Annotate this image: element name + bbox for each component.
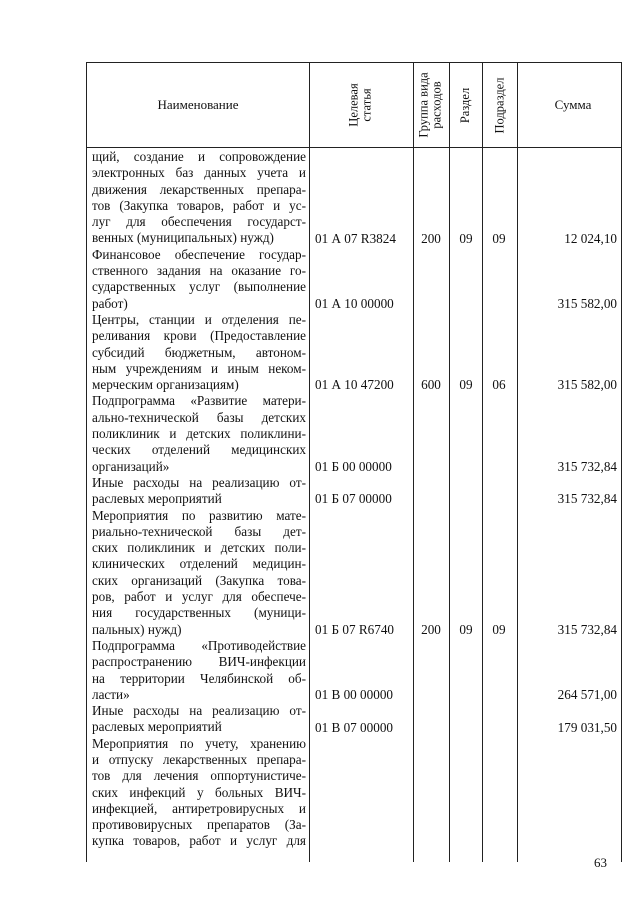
name-text-line: субсидий бюджетным, автоном- bbox=[92, 344, 306, 360]
header-sum: Сумма bbox=[554, 97, 592, 112]
name-text-line: раслевых мероприятий bbox=[92, 491, 222, 507]
header-group-line2: расходов bbox=[430, 81, 445, 129]
name-text-line: Мероприятия по развитию мате- bbox=[92, 507, 306, 523]
sum-cell: 179 031,50 bbox=[557, 719, 617, 735]
name-text-line: ально-технической базы детских bbox=[92, 409, 306, 425]
header-group-line1: Группа вида bbox=[417, 72, 432, 138]
name-text-line: работ) bbox=[92, 295, 128, 311]
target-article-cell: 01 В 07 00000 bbox=[315, 719, 394, 735]
column-divider bbox=[449, 63, 450, 862]
target-article-cell: 01 А 10 00000 bbox=[315, 295, 394, 311]
expense-group-cell: 200 bbox=[421, 230, 441, 246]
name-text-line: ров, работ и услуг для обеспече- bbox=[92, 589, 306, 605]
name-column bbox=[92, 149, 306, 850]
name-text-line: ских организаций (Закупка това- bbox=[92, 572, 306, 588]
target-article-cell: 01 А 10 47200 bbox=[315, 377, 394, 393]
name-text-line: щий, создание и сопровождение bbox=[92, 149, 306, 164]
name-text-line: движения лекарственных препара- bbox=[92, 181, 306, 197]
page-number: 63 bbox=[594, 855, 607, 870]
sum-cell: 264 571,00 bbox=[557, 686, 617, 702]
subsection-cell: 09 bbox=[492, 230, 506, 246]
sum-cell: 315 582,00 bbox=[557, 295, 617, 311]
name-text-line: раслевых мероприятий bbox=[92, 719, 222, 735]
header-target-article bbox=[309, 63, 413, 147]
name-text-line: тов (Закупка товаров, работ и ус- bbox=[92, 197, 306, 213]
name-text-line: ческих отделений медицинских bbox=[92, 442, 306, 458]
name-text-line: и отпуску лекарственных препара- bbox=[92, 751, 306, 767]
expense-group-cell: 200 bbox=[421, 621, 441, 637]
column-divider bbox=[413, 63, 414, 862]
name-text-line: ских инфекций у больных ВИЧ- bbox=[92, 784, 306, 800]
budget-table bbox=[86, 62, 622, 862]
sum-cell: 315 732,84 bbox=[557, 458, 617, 474]
subsection-cell: 09 bbox=[492, 621, 506, 637]
name-text-line: Подпрограмма «Противодействие bbox=[92, 637, 306, 653]
name-text-line: Иные расходы на реализацию от- bbox=[92, 703, 306, 719]
column-divider bbox=[517, 63, 518, 862]
name-text-line: организаций» bbox=[92, 458, 170, 474]
header-divider bbox=[87, 147, 621, 148]
name-text-line: Мероприятия по учету, хранению bbox=[92, 735, 306, 751]
header-target-line1: Целевая bbox=[347, 83, 361, 127]
name-text-line: ным учреждениям и иным неком- bbox=[92, 360, 306, 376]
name-text-line: реливания крови (Предоставление bbox=[92, 328, 306, 344]
sum-cell: 315 732,84 bbox=[557, 621, 617, 637]
sum-cell: 315 582,00 bbox=[557, 377, 617, 393]
header-subsection: Подраздел bbox=[492, 77, 506, 133]
name-text-line: клинических отделений медицин- bbox=[92, 556, 306, 572]
name-text-line: венных (муниципальных) нужд) bbox=[92, 230, 274, 246]
section-cell: 09 bbox=[459, 230, 473, 246]
expense-group-cell: 600 bbox=[421, 377, 441, 393]
header-name: Наименование bbox=[157, 97, 239, 112]
target-article-cell: 01 Б 00 00000 bbox=[315, 458, 392, 474]
name-text-line: на территории Челябинской об- bbox=[92, 670, 306, 686]
name-text-line: сударственных услуг (выполнение bbox=[92, 279, 306, 295]
sum-cell: 315 732,84 bbox=[557, 491, 617, 507]
name-text-line: ласти» bbox=[92, 686, 130, 702]
name-text-line: ственного задания на оказание го- bbox=[92, 263, 306, 279]
name-text-line: риально-технической базы дет- bbox=[92, 523, 306, 539]
name-text-line: луг для обеспечения государст- bbox=[92, 214, 306, 230]
target-article-cell: 01 В 00 00000 bbox=[315, 686, 394, 702]
name-text-line: ских поликлиник и детских поли- bbox=[92, 540, 306, 556]
target-article-cell: 01 Б 07 00000 bbox=[315, 491, 392, 507]
name-text-line: распространению ВИЧ-инфекции bbox=[92, 654, 306, 670]
name-text-line: инфекцией, антиретровирусных и bbox=[92, 800, 306, 816]
sum-cell: 12 024,10 bbox=[564, 230, 617, 246]
name-text-line: поликлиник и детских поликлини- bbox=[92, 426, 306, 442]
header-target-line2: статья bbox=[360, 88, 374, 122]
name-text-line: Иные расходы на реализацию от- bbox=[92, 474, 306, 490]
section-cell: 09 bbox=[459, 377, 473, 393]
name-text-line: Центры, станции и отделения пе- bbox=[92, 311, 306, 327]
header-expense-group bbox=[413, 63, 449, 147]
subsection-cell: 06 bbox=[492, 377, 506, 393]
header-section: Раздел bbox=[458, 87, 473, 123]
name-text-line: пальных) нужд) bbox=[92, 621, 182, 637]
column-divider bbox=[309, 63, 310, 862]
name-text-line: Подпрограмма «Развитие матери- bbox=[92, 393, 306, 409]
column-divider bbox=[482, 63, 483, 862]
name-text-line: электронных баз данных учета и bbox=[92, 165, 306, 181]
name-text-line: купка товаров, работ и услуг для bbox=[92, 833, 306, 849]
name-text-line: мерческим организациям) bbox=[92, 377, 239, 393]
target-article-cell: 01 Б 07 R6740 bbox=[315, 621, 395, 637]
section-cell: 09 bbox=[459, 621, 473, 637]
target-article-cell: 01 А 07 R3824 bbox=[315, 230, 396, 246]
name-text-line: противовирусных препаратов (За- bbox=[92, 817, 306, 833]
name-text-line: Финансовое обеспечение государ- bbox=[92, 246, 306, 262]
name-text-line: ния государственных (муници- bbox=[92, 605, 306, 621]
name-text-line: тов для лечения оппортунистиче- bbox=[92, 768, 306, 784]
